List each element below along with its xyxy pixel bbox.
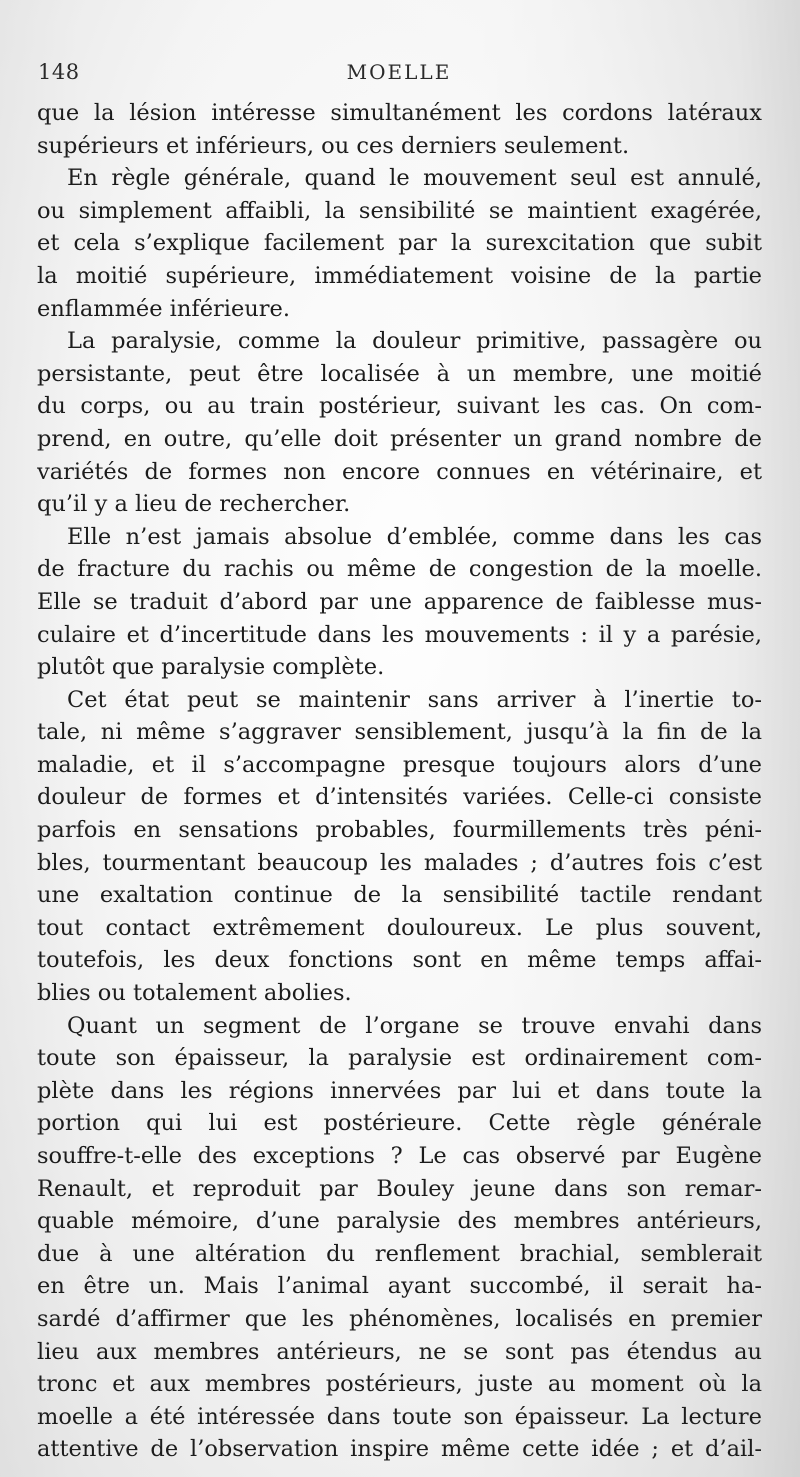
text-line: quable mémoire, d’une paralysie des membres antérieurs, xyxy=(37,1208,762,1235)
page-number: 148 xyxy=(38,60,80,84)
text-line: supérieurs et inférieurs, ou ces derniers seulement. xyxy=(37,132,630,159)
running-title: MOELLE xyxy=(346,60,452,84)
text-line: due à une altération du renflement brachial, semblerait xyxy=(37,1240,762,1267)
body-text xyxy=(37,97,762,1466)
text-line: persistante, peut être localisée à un membre, une moitié xyxy=(37,360,762,387)
text-line: tout contact extrêmement douloureux. Le plus souvent, xyxy=(37,914,762,941)
text-line: Quant un segment de l’organe se trouve envahi dans xyxy=(67,1012,762,1039)
text-line: une exaltation continue de la sensibilité tactile rendant xyxy=(37,882,762,909)
text-line: maladie, et il s’accompagne presque toujours alors d’une xyxy=(37,751,762,778)
text-line: variétés de formes non encore connues en vétérinaire, et xyxy=(37,458,762,485)
paragraph xyxy=(37,162,762,325)
text-line: blies ou totalement abolies. xyxy=(37,980,352,1007)
text-line: attentive de l’observation inspire même cette idée ; et d’ail- xyxy=(37,1436,762,1463)
text-line: ou simplement affaibli, la sensibilité se maintient exagérée, xyxy=(37,197,762,224)
text-line: sardé d’affirmer que les phénomènes, localisés en premier xyxy=(37,1305,762,1332)
text-line: douleur de formes et d’intensités variées. Celle-ci consiste xyxy=(37,784,762,811)
text-line: portion qui lui est postérieure. Cette règle générale xyxy=(37,1110,762,1137)
text-line: en être un. Mais l’animal ayant succombé, il serait ha- xyxy=(37,1273,762,1300)
text-line: que la lésion intéresse simultanément les cordons latéraux xyxy=(37,100,762,126)
text-line: Elle se traduit d’abord par une apparence de faiblesse mus- xyxy=(37,588,762,615)
text-line: En règle générale, quand le mouvement seul est annulé, xyxy=(67,165,762,192)
text-line: lieu aux membres antérieurs, ne se sont pas étendus au xyxy=(37,1338,762,1365)
text-line: toute son épaisseur, la paralysie est ordinairement com- xyxy=(37,1045,762,1072)
text-line: prend, en outre, qu’elle doit présenter un grand nombre de xyxy=(37,425,762,452)
paragraph xyxy=(37,1010,762,1466)
text-line: souffre-t-elle des exceptions ? Le cas observé par Eugène xyxy=(37,1143,762,1169)
text-line: moelle a été intéressée dans toute son épaisseur. La lecture xyxy=(37,1403,762,1430)
text-line: et cela s’explique facilement par la surexcitation que subit xyxy=(37,230,762,257)
text-line: bles, tourmentant beaucoup les malades ; d’autres fois c’est xyxy=(37,849,762,876)
running-head xyxy=(38,60,760,90)
text-line: tale, ni même s’aggraver sensiblement, jusqu’à la fin de la xyxy=(37,719,762,746)
text-line: plutôt que paralysie complète. xyxy=(37,654,385,681)
text-line: enflammée inférieure. xyxy=(37,295,290,322)
text-line: parfois en sensations probables, fourmillements très péni- xyxy=(37,817,762,844)
text-line: la moitié supérieure, immédiatement voisine de la partie xyxy=(37,262,762,289)
text-line: culaire et d’incertitude dans les mouvements : il y a parésie, xyxy=(37,621,762,648)
paragraph xyxy=(37,97,762,162)
paragraph xyxy=(37,684,762,1010)
text-line: toutefois, les deux fonctions sont en même temps affai- xyxy=(37,947,762,974)
text-line: de fracture du rachis ou même de congestion de la moelle. xyxy=(37,556,762,583)
text-line: Renault, et reproduit par Bouley jeune dans son remar- xyxy=(37,1175,762,1202)
paragraph xyxy=(37,521,762,684)
text-line: qu’il y a lieu de rechercher. xyxy=(37,491,351,518)
text-line: Cet état peut se maintenir sans arriver à l’inertie to- xyxy=(67,686,762,713)
text-line: La paralysie, comme la douleur primitive, passagère ou xyxy=(67,328,762,355)
text-line: du corps, ou au train postérieur, suivant les cas. On com- xyxy=(37,393,762,420)
text-line: plète dans les régions innervées par lui et dans toute la xyxy=(37,1077,762,1104)
text-line: Elle n’est jamais absolue d’emblée, comme dans les cas xyxy=(67,523,762,550)
paragraph xyxy=(37,325,762,521)
text-line: tronc et aux membres postérieurs, juste au moment où la xyxy=(37,1371,762,1398)
